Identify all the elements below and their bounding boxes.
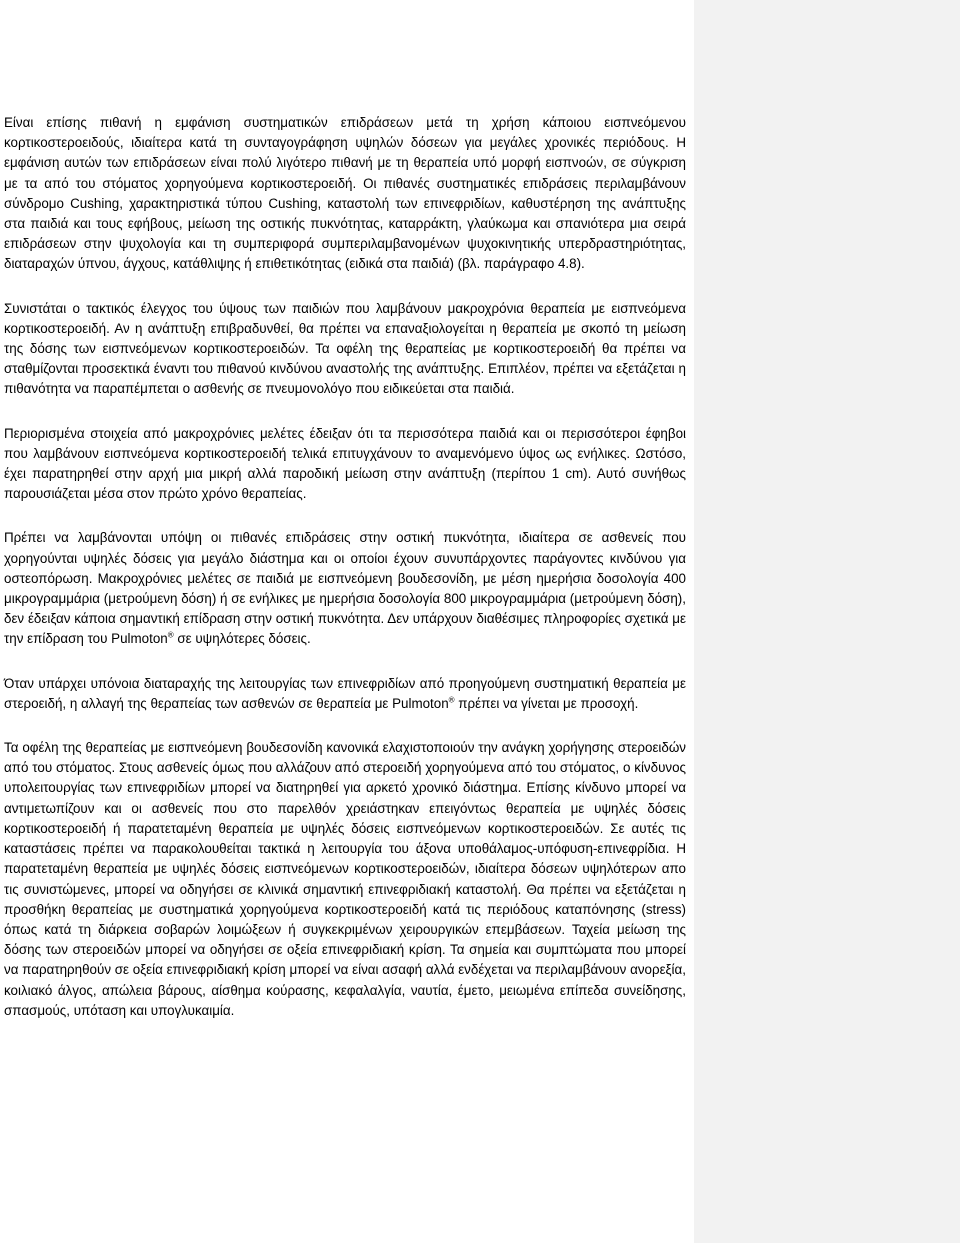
paragraph-systemic-effects: Είναι επίσης πιθανή η εμφάνιση συστηματικών επιδράσεων μετά τη χρήση κάποιου εισπνεόμενου κορτικοστεροειδούς, ιδιαίτερα κατά τη συνταγογράφηση υψηλών δόσεων για μεγάλες χρονικές περιόδους. Η εμφάνιση αυτών των επιδράσεων είναι πολύ λιγότερο πιθανή με τη θεραπεία υπό μορφή εισπνοών, σε σύγκριση με τα από του στόματος χορηγούμενα κορτικοστεροειδή. Οι πιθανές συστηματικές επιδράσεις περιλαμβάνουν σύνδρομο Cushing, χαρακτηριστικά τύπου Cushing, καταστολή των επινεφριδίων, καθυστέρηση της ανάπτυξης στα παιδιά και τους εφήβους, μείωση της οστικής πυκνότητας, καταρράκτη, γλαύκωμα και σπανιότερα μια σειρά επιδράσεων στην ψυχολογία και τη συμπεριφορά συμπεριλαμβανομένων ψυχοκινητικής υπερδραστηριότητας, διαταραχών ύπνου, άγχους, κατάθλιψης ή επιθετικότητας (ειδικά στα παιδιά) (βλ. παράγραφο 4.8). <box>4 115 686 272</box>
paragraph-adrenal-switch-text: Όταν υπάρχει υπόνοια διαταραχής της λειτουργίας των επινεφριδίων από προηγούμενη συστηματική θεραπεία με στεροειδή, η αλλαγή της θεραπείας των ασθενών σε θεραπεία με Pulmoton <box>4 675 686 711</box>
paragraph-adrenal-switch <box>4 674 686 714</box>
paragraph-height-monitoring: Συνιστάται ο τακτικός έλεγχος του ύψους των παιδιών που λαμβάνουν μακροχρόνια θεραπεία με εισπνεόμενα κορτικοστεροειδή. Αν η ανάπτυξη επιβραδυνθεί, θα πρέπει να επαναξιολογείται η θεραπεία με σκοπό τη μείωση της δόσης των εισπνεόμενων κορτικοστεροειδών. Τα οφέλη της θεραπείας με κορτικοστεροειδή θα πρέπει να σταθμίζονται προσεκτικά έναντι του πιθανού κινδύνου αναστολής της ανάπτυξης. Επιπλέον, πρέπει να εξετάζεται η πιθανότητα να παραπέμπεται ο ασθενής σε πνευμονολόγο που ειδικεύεται στα παιδιά. <box>4 300 686 397</box>
paragraph-long-term-studies: Περιορισμένα στοιχεία από μακροχρόνιες μελέτες έδειξαν ότι τα περισσότερα παιδιά και οι περισσότεροι έφηβοι που λαμβάνουν εισπνεόμενα κορτικοστεροειδή τελικά επιτυγχάνουν το αναμενόμενο ύψος ως ενήλικες. Ωστόσο, έχει παρατηρηθεί στην αρχή μια μικρή αλλά παροδική μείωση στην ανάπτυξη (περίπου 1 cm). Αυτό συνήθως παρουσιάζεται μέσα στον πρώτο χρόνο θεραπείας. <box>4 425 686 502</box>
document-body <box>4 113 686 1045</box>
registered-mark: ® <box>448 695 455 705</box>
registered-mark: ® <box>167 631 174 640</box>
comment-margin-pane <box>694 0 960 1243</box>
paragraph-adrenal-switch-tail: πρέπει να γίνεται με προσοχή. <box>454 695 639 711</box>
paragraph-bone-density <box>4 528 686 649</box>
paragraph-bone-density-text: Πρέπει να λαμβάνονται υπόψη οι πιθανές επιδράσεις στην οστική πυκνότητα, ιδιαίτερα σε ασθενείς που χορηγούνται υψηλές δόσεις για μεγάλο διάστημα και οι οποίοι έχουν συνυπάρχοντες παράγοντες κινδύνου για οστεοπόρωση. Μακροχρόνιες μελέτες σε παιδιά με εισπνεόμενη βουδεσονίδη, με μέση ημερήσια δοσολογία 400 μικρογραμμάρια (μετρούμενη δόση) ή σε ενήλικες με ημερήσια δοσολογία 800 μικρογραμμάρια (μετρούμενη δόση), δεν έδειξαν κάποια σημαντική επίδραση στην οστική πυκνότητα. Δεν υπάρχουν διαθέσιμες πληροφορίες σχετικά με την επίδραση του Pulmoton <box>4 530 686 647</box>
paragraph-bone-density-tail: σε υψηλότερες δόσεις. <box>173 631 311 647</box>
paragraph-adrenal-crisis: Τα οφέλη της θεραπείας με εισπνεόμενη βουδεσονίδη κανονικά ελαχιστοποιούν την ανάγκη χορήγησης στεροειδών από του στόματος. Στους ασθενείς όμως που αλλάζουν από στεροειδή χορηγούμενα από του στόματος, ο κίνδυνος υπολειτουργίας των επινεφριδίων μπορεί να διατηρηθεί για αρκετό χρονικό διάστημα. Επίσης κίνδυνο μπορεί να αντιμετωπίζουν και οι ασθενείς που στο παρελθόν χρειάστηκαν επειγόντως θεραπεία με υψηλές δόσεις κορτικοστεροειδή ή παρατεταμένη θεραπεία με υψηλές δόσεις εισπνεόμενων κορτικοστεροειδών. Σε αυτές τις καταστάσεις πρέπει να παρακολουθείται τακτικά η λειτουργία του άξονα υποθάλαμος-υπόφυση-επινεφρίδια. Η παρατεταμένη θεραπεία με υψηλές δόσεις εισπνεόμενων κορτικοστεροειδών, ιδιαίτερα δόσεων υψηλότερων απο τις συνιστώμενες, μπορεί να οδηγήσει σε κλινικά σημαντική επινεφριδιακή καταστολή. Θα πρέπει να εξετάζεται η προσθήκη θεραπείας με συστηματικά χορηγούμενα κορτικοστεροειδή κατά τις περιόδους καταπόνησης (stress) όπως κατά τη διάρκεια σοβαρών λοιμώξεων ή συγκεκριμένων χειρουργικών επεμβάσεων. Ταχεία μείωση της δόσης των στεροειδών μπορεί να οδηγήσει σε οξεία επινεφριδιακή κρίση. Τα σημεία και συμπτώματα που μπορεί να παρατηρηθούν σε οξεία επινεφριδιακή κρίση μπορεί να είναι ασαφή αλλά ενδέχεται να περιλαμβάνουν ανορεξία, κοιλιακό άλγος, απώλεια βάρους, αίσθημα κούρασης, κεφαλαλγία, ναυτία, έμετο, μειωμένα επίπεδα συνείδησης, σπασμούς, υπόταση και υπογλυκαιμία. <box>4 740 686 1018</box>
